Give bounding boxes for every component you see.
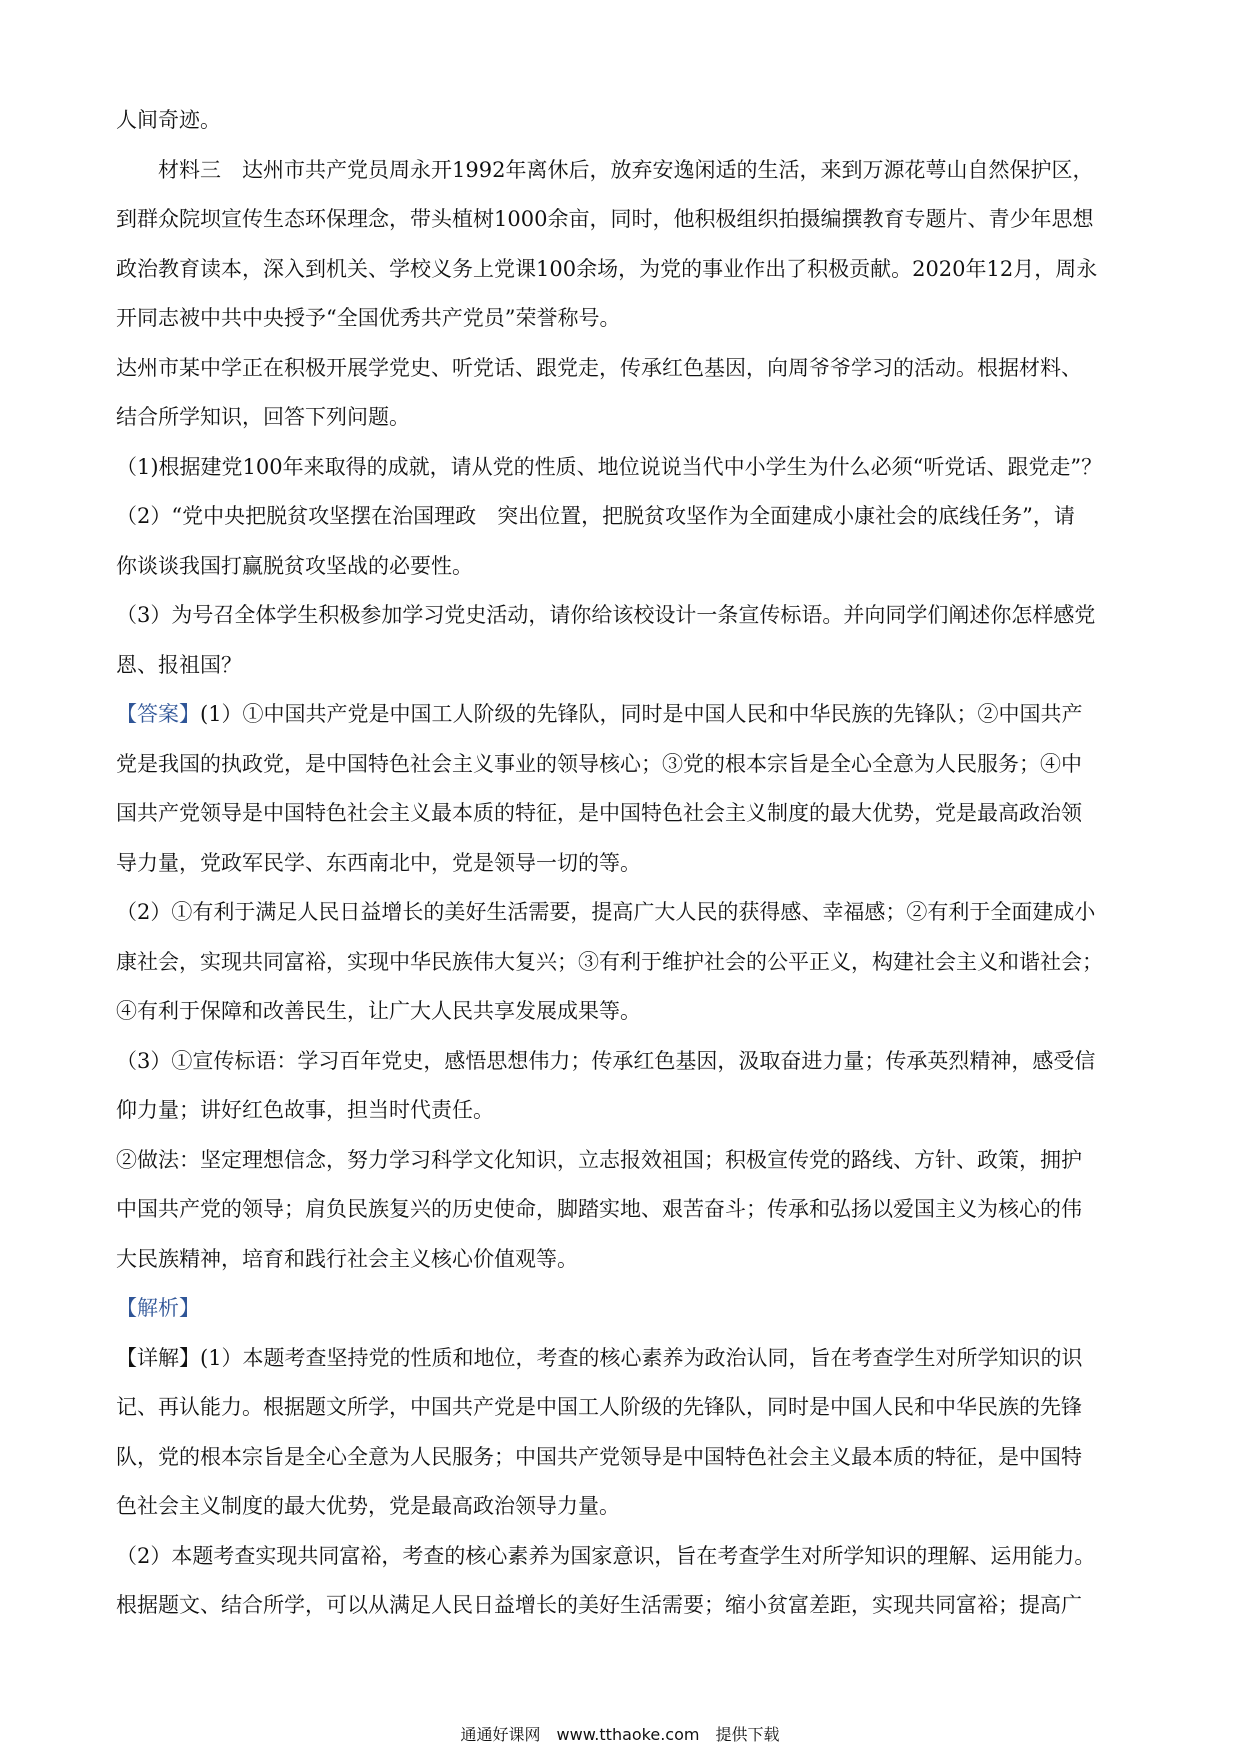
question-1: （1)根据建党100年来取得的成就，请从党的性质、地位说说当代中小学生为什么必须“听党话、跟党走”？ xyxy=(116,454,1103,479)
answer-text: (1）①中国共产党是中国工人阶级的先锋队，同时是中国人民和中华民族的先锋队；②中国共产 xyxy=(200,702,1083,726)
text-line: 政治教育读本，深入到机关、学校义务上党课100余场，为党的事业作出了积极贡献。2020年12月，周永 xyxy=(116,256,1098,281)
text-line: 到群众院坝宣传生态环保理念，带头植树1000余亩，同时，他积极组织拍摄编撰教育专题片、青少年思想 xyxy=(116,207,1094,231)
text-line: 党是我国的执政党，是中国特色社会主义事业的领导核心；③党的根本宗旨是全心全意为人民服务；④中 xyxy=(116,751,1082,776)
text-line: 导力量，党政军民学、东西南北中，党是领导一切的等。 xyxy=(116,850,641,875)
text-line: 人间奇迹。 xyxy=(116,108,221,132)
text-line: 大民族精神，培育和践行社会主义核心价值观等。 xyxy=(116,1246,578,1271)
material-three-paragraph: 材料三 达州市共产党员周永开1992年离休后，放弃安逸闲适的生活，来到万源花萼山自然保护区， xyxy=(158,157,1094,182)
question-stem: 达州市某中学正在积极开展学党史、听党话、跟党走，传承红色基因，向周爷爷学习的活动。根据材料、 xyxy=(116,355,1082,380)
question-3: （3）为号召全体学生积极参加学习党史活动，请你给该校设计一条宣传标语。并向同学们阐述你怎样感党 xyxy=(116,603,1096,627)
text-line: 康社会，实现共同富裕，实现中华民族伟大复兴；③有利于维护社会的公平正义，构建社会主义和谐社会； xyxy=(116,949,1103,974)
answer-paragraph xyxy=(116,690,1126,740)
document-page xyxy=(116,96,1126,1631)
text-line: 记、再认能力。根据题文所学，中国共产党是中国工人阶级的先锋队，同时是中国人民和中华民族的先锋 xyxy=(116,1395,1082,1419)
text-line: 国共产党领导是中国特色社会主义最本质的特征，是中国特色社会主义制度的最大优势，党是最高政治领 xyxy=(116,801,1082,825)
text-line: 你谈谈我国打赢脱贫攻坚战的必要性。 xyxy=(116,553,473,578)
text-line: 开同志被中共中央授予“全国优秀共产党员”荣誉称号。 xyxy=(116,306,621,330)
answer-2: （2）①有利于满足人民日益增长的美好生活需要，提高广大人民的获得感、幸福感；②有利于全面建成小 xyxy=(116,900,1096,924)
question-2: （2）“党中央把脱贫攻坚摆在治国理政 突出位置，把脱贫攻坚作为全面建成小康社会的底线任务”，请 xyxy=(116,504,1075,528)
text-line: ②做法：坚定理想信念，努力学习科学文化知识，立志报效祖国；积极宣传党的路线、方针、政策，拥护 xyxy=(116,1147,1082,1172)
answer-3: （3）①宣传标语：学习百年党史，感悟思想伟力；传承红色基因，汲取奋进力量；传承英烈精神，感受信 xyxy=(116,1048,1096,1073)
text-line: 恩、报祖国？ xyxy=(116,652,242,677)
text-line: 中国共产党的领导；肩负民族复兴的历史使命，脚踏实地、艰苦奋斗；传承和弘扬以爱国主义为核心的伟 xyxy=(116,1197,1082,1221)
detail-paragraph: 【详解】(1）本题考查坚持党的性质和地位，考查的核心素养为政治认同，旨在考查学生对所学知识的识 xyxy=(116,1345,1083,1370)
text-line: ④有利于保障和改善民生，让广大人民共享发展成果等。 xyxy=(116,999,641,1023)
text-line: 根据题文、结合所学，可以从满足人民日益增长的美好生活需要；缩小贫富差距，实现共同富裕；提高广 xyxy=(116,1593,1082,1617)
text-line: 仰力量；讲好红色故事，担当时代责任。 xyxy=(116,1098,494,1122)
text-line: 队，党的根本宗旨是全心全意为人民服务；中国共产党领导是中国特色社会主义最本质的特征，是中国特 xyxy=(116,1444,1082,1469)
text-line: 色社会主义制度的最大优势，党是最高政治领导力量。 xyxy=(116,1494,620,1518)
page-footer: 通通好课网 www.tthaoke.com 提供下载 xyxy=(460,1725,780,1744)
analysis-heading xyxy=(116,1284,1126,1334)
analysis-tag: 【解析】 xyxy=(116,1296,200,1320)
answer-tag: 【答案】 xyxy=(116,702,200,726)
text-line: 结合所学知识，回答下列问题。 xyxy=(116,405,410,429)
detail-2-paragraph: （2）本题考查实现共同富裕，考查的核心素养为国家意识，旨在考查学生对所学知识的理解、运用能力。 xyxy=(116,1543,1096,1568)
